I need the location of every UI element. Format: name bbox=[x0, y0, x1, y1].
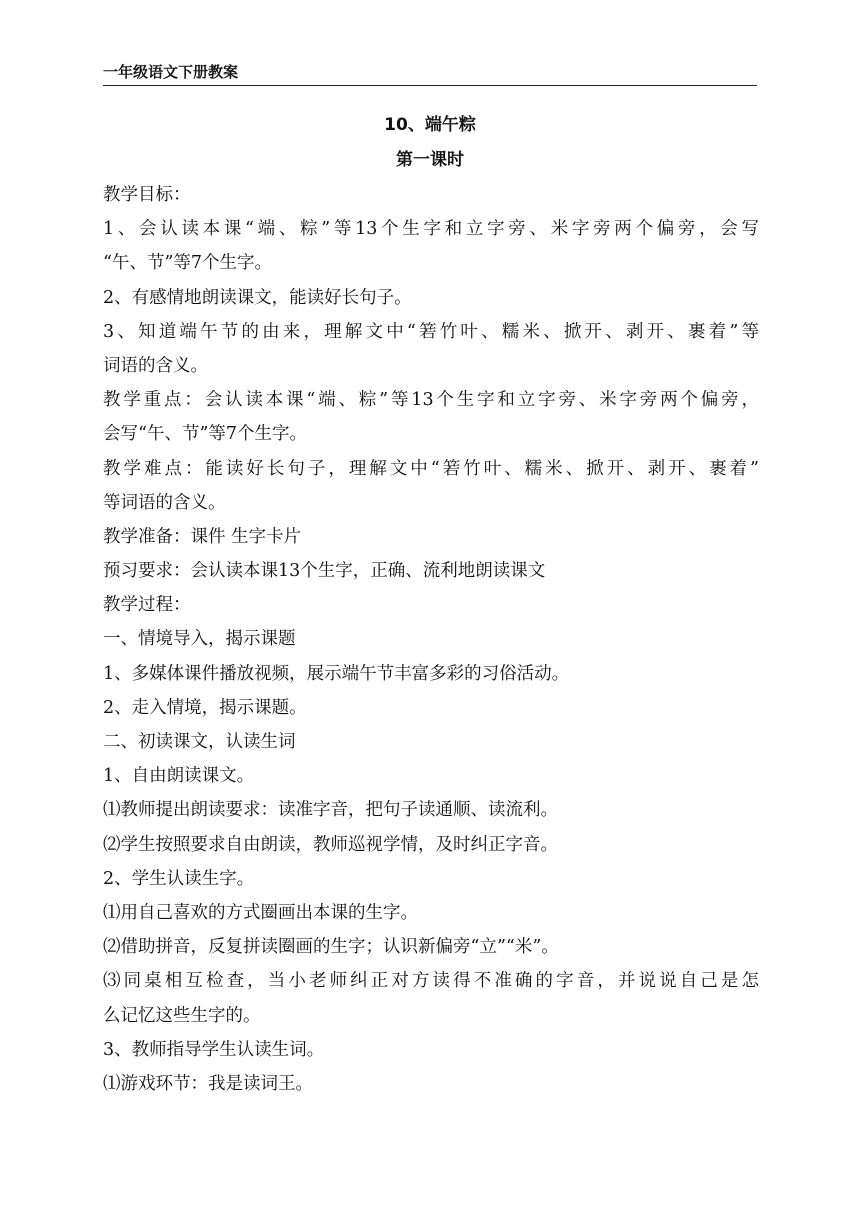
text-line: 2、有感情地朗读课文，能读好长句子。 bbox=[103, 287, 412, 308]
text-line: ⑵借助拼音，反复拼读圈画的生字；认识新偏旁“立”“米”。 bbox=[103, 937, 559, 958]
text-line: 教学过程： bbox=[103, 595, 191, 616]
text-line: 教学准备：课件 生字卡片 bbox=[103, 526, 302, 547]
text-line: 1、自由朗读课文。 bbox=[103, 766, 255, 787]
text-line: 教学目标： bbox=[103, 185, 191, 205]
text-line: ⑶同桌相互检查，当小老师纠正对方读得不准确的字音，并说说自己是怎 bbox=[103, 971, 759, 992]
text-line: 2、学生认读生字。 bbox=[103, 868, 255, 889]
text-line: 词语的含义。 bbox=[103, 355, 208, 376]
text-line: ⑴教师提出朗读要求：读准字音，把句子读通顺、读流利。 bbox=[103, 800, 558, 821]
text-line: 等词语的含义。 bbox=[103, 492, 226, 513]
lesson-body bbox=[103, 178, 759, 1101]
text-line: ⑵学生按照要求自由朗读，教师巡视学情，及时纠正字音。 bbox=[103, 834, 558, 855]
header-text: 一年级语文下册教案 bbox=[103, 63, 239, 81]
text-line: 3、知道端午节的由来，理解文中“箬竹叶、糯米、掀开、剥开、裹着”等 bbox=[103, 321, 759, 342]
text-line: ⑴游戏环节：我是读词王。 bbox=[103, 1073, 313, 1094]
text-line: 1、多媒体课件播放视频，展示端午节丰富多彩的习俗活动。 bbox=[103, 663, 570, 684]
lesson-period: 第一课时 bbox=[396, 150, 464, 170]
lesson-title: 10、端午粽 bbox=[384, 115, 476, 135]
text-line: 二、初读课文，认读生词 bbox=[103, 732, 296, 752]
text-line: ⑴用自己喜欢的方式圈画出本课的生字。 bbox=[103, 902, 418, 923]
text-line: “午、节”等7个生字。 bbox=[103, 253, 273, 274]
text-line: 1、会认读本课“端、粽”等13个生字和立字旁、米字旁两个偏旁，会写 bbox=[103, 219, 759, 240]
text-line: 预习要求：会认读本课13个生字，正确、流利地朗读课文 bbox=[103, 561, 546, 582]
text-line: 3、教师指导学生认读生词。 bbox=[103, 1039, 325, 1060]
text-line: 么记忆这些生字的。 bbox=[103, 1005, 261, 1026]
text-line: 教学难点：能读好长句子，理解文中“箬竹叶、糯米、掀开、剥开、裹着” bbox=[103, 458, 759, 479]
text-line: 会写“午、节”等7个生字。 bbox=[103, 424, 308, 445]
text-line: 2、走入情境，揭示课题。 bbox=[103, 697, 307, 718]
text-line: 一、情境导入，揭示课题 bbox=[103, 629, 296, 650]
page-header bbox=[103, 62, 757, 86]
text-line: 教学重点：会认读本课“端、粽”等13个生字和立字旁、米字旁两个偏旁， bbox=[103, 390, 759, 411]
